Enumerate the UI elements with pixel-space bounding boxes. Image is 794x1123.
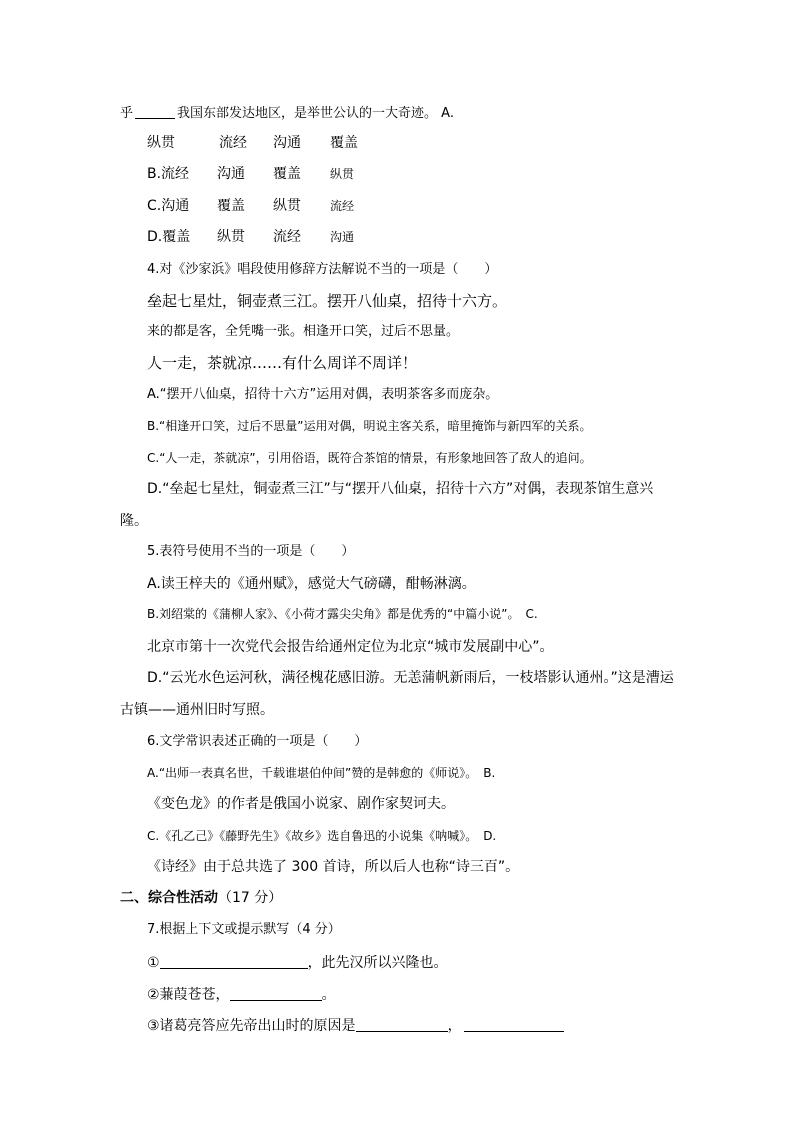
- q5-option-c: 北京市第十一次党代会报告给通州定位为北京“城市发展副中心”。: [147, 639, 554, 655]
- q3-option-b-word2: 沟通: [217, 166, 245, 182]
- q3-option-a-row: [147, 136, 547, 154]
- q4-option-d-line1: D.“垒起七星灶，铜壶煮三江”与“摆开八仙桌，招待十六方”对偶，表现茶馆生意兴: [147, 481, 654, 497]
- q7-item2: [147, 986, 336, 1002]
- q3-option-b-word3: 覆盖: [273, 166, 301, 182]
- q3-option-c-word1: C.沟通: [147, 198, 190, 214]
- q5-stem: 5.表符号使用不当的一项是（ ）: [147, 544, 355, 559]
- q3-option-c-word3: 纵贯: [273, 198, 301, 214]
- q3-option-d-word1: D.覆盖: [147, 229, 191, 245]
- q4-option-b: B.“相逢开口笑，过后不思量”运用对偶，明说主客关系，暗里掩饰与新四军的关系。: [147, 419, 592, 433]
- q4-stem: 4.对《沙家浜》唱段使用修辞方法解说不当的一项是（ ）: [147, 262, 498, 277]
- q3-stem-line: [120, 104, 454, 120]
- q6-stem: 6.文学常识表述正确的一项是（ ）: [147, 734, 368, 749]
- section-2-heading: [120, 891, 282, 905]
- q3-option-a-word1: 纵贯: [147, 135, 175, 151]
- q7-item2-prefix: ②蒹葭苍苍，: [147, 987, 230, 1003]
- q3-option-c-row: [147, 199, 547, 217]
- section-2-score: （17 分）: [218, 890, 283, 906]
- q3-option-c-word2: 覆盖: [217, 198, 245, 214]
- q7-item3: [147, 1017, 564, 1033]
- q3-answer-blank: [135, 104, 175, 119]
- q7-item3-separator: ，: [447, 1018, 462, 1034]
- q5-option-b: B.刘绍棠的《蒲柳人家》、《小荷才露尖尖角》都是优秀的“中篇小说”。 C.: [147, 607, 538, 621]
- q6-option-a: A.“出师一表真名世，千载谁堪伯仲间”赞的是韩愈的《师说》。 B.: [147, 766, 496, 780]
- q3-option-b-row: [147, 167, 547, 185]
- q3-option-b-word1: B.流经: [147, 166, 190, 182]
- q4-option-d-line2: 隆。: [120, 513, 148, 529]
- q3-option-d-row: [147, 230, 547, 248]
- q6-option-d: 《诗经》由于总共选了 300 首诗，所以后人也称“诗三百”。: [147, 859, 520, 875]
- q4-lyric-line1: 垒起七星灶，铜壶煮三江。摆开八仙桌，招待十六方。: [147, 292, 508, 310]
- q3-stem-suffix: 我国东部发达地区，是举世公认的一大奇迹。 A.: [177, 106, 454, 121]
- q7-item3-blank1[interactable]: [356, 1017, 448, 1032]
- q7-item2-blank[interactable]: [230, 986, 322, 1001]
- q4-option-c: C.“人一走，茶就凉”，引用俗语，既符合茶馆的情景，有形象地回答了敌人的追问。: [147, 451, 592, 465]
- q3-stem-prefix: 乎: [120, 106, 134, 121]
- q3-option-a-word4: 覆盖: [330, 135, 358, 151]
- q4-lyric-line2: 来的都是客，全凭嘴一张。相逢开口笑，过后不思量。: [147, 324, 460, 339]
- q4-lyric-line3: 人一走，茶就凉……有什么周详不周详！: [147, 354, 418, 372]
- q7-item1-suffix: ，此先汉所以兴隆也。: [307, 955, 448, 971]
- q6-option-b: 《变色龙》的作者是俄国小说家、剧作家契诃夫。: [147, 796, 455, 812]
- q3-option-d-word4: 沟通: [330, 230, 355, 244]
- q7-item3-prefix: ③诸葛亮答应先帝出山时的原因是: [147, 1018, 356, 1034]
- q6-option-c: C.《孔乙己》《藤野先生》《故乡》选自鲁迅的小说集《呐喊》。 D.: [147, 829, 497, 843]
- q3-option-c-word4: 流经: [330, 199, 355, 213]
- q7-item1-blank[interactable]: [160, 954, 308, 969]
- q7-stem: 7.根据上下文或提示默写（4 分）: [147, 922, 341, 937]
- q4-option-a: A.“摆开八仙桌，招待十六方”运用对偶，表明茶客多而庞杂。: [147, 387, 499, 402]
- q7-item1: [147, 954, 448, 970]
- q5-option-a: A.读王梓夫的《通州赋》，感觉大气磅礴，酣畅淋漓。: [147, 576, 476, 592]
- q5-option-d-line2: 古镇——通州旧时写照。: [120, 702, 274, 718]
- q3-option-a-word2: 流经: [219, 135, 247, 151]
- q7-item1-prefix: ①: [147, 955, 160, 971]
- q3-option-b-word4: 纵贯: [330, 167, 355, 181]
- q7-item2-suffix: 。: [321, 987, 336, 1003]
- q3-option-d-word3: 流经: [273, 229, 301, 245]
- q5-option-d-line1: D.“云光水色运河秋，满径槐花感旧游。无恙蒲帆新雨后，一枝塔影认通州。”这是漕运: [147, 670, 674, 686]
- q7-item3-blank2[interactable]: [464, 1017, 564, 1032]
- section-2-title: 二、综合性活动: [120, 890, 218, 906]
- q3-option-d-word2: 纵贯: [217, 229, 245, 245]
- q3-option-a-word3: 沟通: [273, 135, 301, 151]
